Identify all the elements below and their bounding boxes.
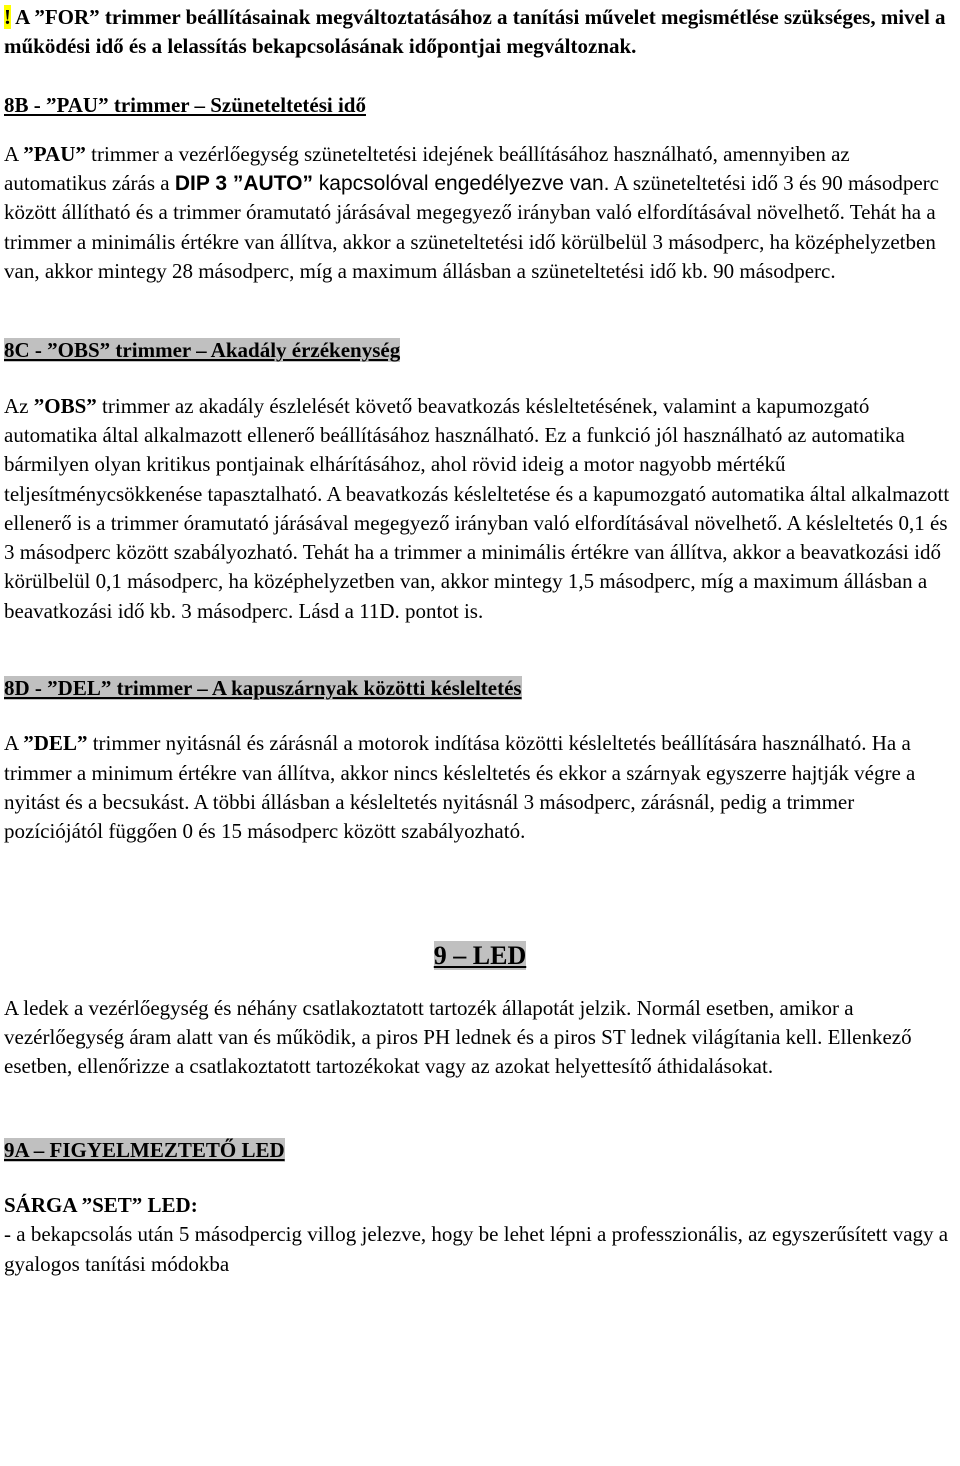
- section-8d-heading: 8D - ”DEL” trimmer – A kapuszárnyak közötti késleltetés: [4, 676, 522, 701]
- section-9-body: A ledek a vezérlőegység és néhány csatlakoztatott tartozék állapotát jelzik. Normál esetben, amikor a vezérlőegység áram alatt van és működik, a piros PH lednek és a piros ST lednek világítania kell. Ellenkező esetben, ellenőrizze a csatlakoztatott tartozékokat vagy az azokat helyettesítő áthidalásokat.: [4, 995, 912, 1079]
- bold-term: DIP 3 ”AUTO”: [174, 172, 313, 196]
- text-run: kapcsolóval engedélyezve van.: [312, 172, 610, 196]
- section-9a-subheading: SÁRGA ”SET” LED:: [4, 1193, 198, 1218]
- section-8d-heading-row: [4, 674, 956, 703]
- section-8d-body: [4, 729, 956, 846]
- text-run: trimmer az akadály észlelését követő beavatkozás késleltetésének, valamint a kapumozgató automatika által alkalmazott ellenerő beállításához használható. Ez a funkció jól használható az automatika bármilyen olyan kritikus pontjainak elhárításához, ahol rövid ideig a motor nagyobb mértékű teljesítménycsökkenése tapasztalható. A beavatkozás késleltetése és a kapumozgató automatika által alkalmazott ellenerő is a trimmer óramutató járásával megegyező irányban való elfordításával növelhető. A késleltetés 0,1 és 3 másodperc között szabályozható. Tehát ha a trimmer a minimális értékre van állítva, akkor a beavatkozási idő körülbelül 0,1 másodperc, ha középhelyzetben van, akkor mintegy 1,5 másodperc, míg a maximum állásban a beavatkozási idő kb. 3 másodperc. Lásd a 11D. pontot is.: [4, 393, 950, 623]
- text-run: A: [4, 141, 24, 166]
- text-run: trimmer a vezérlőegység szüneteltetési idejének beállításához használható, amennyiben az automatikus zárás a: [4, 141, 850, 196]
- section-9-heading: 9 – LED: [433, 940, 527, 970]
- text-run: Az: [4, 393, 34, 418]
- text-run: A szüneteltetési idő 3 és 90 másodperc között állítható és a trimmer óramutató járásával megegyező irányban való elfordításával növelhető. Tehát ha a trimmer a minimális értékre van állítva, akkor a szüneteltetési idő körülbelül 3 másodperc, ha középhelyzetben van, akkor mintegy 28 másodperc, míg a maximum állásban a szüneteltetési idő kb. 90 másodperc.: [4, 171, 939, 284]
- text-run: A: [4, 731, 24, 756]
- bold-term: ”PAU”: [23, 141, 86, 166]
- section-8c-body: [4, 392, 956, 626]
- bold-term: ”OBS”: [33, 393, 97, 418]
- section-9a-heading: 9A – FIGYELMEZTETŐ LED: [4, 1137, 285, 1162]
- section-8c-heading: 8C - ”OBS” trimmer – Akadály érzékenység: [4, 338, 401, 363]
- intro-paragraph: [4, 3, 956, 62]
- section-8c-heading-row: [4, 336, 956, 365]
- section-9a-body: - a bekapcsolás után 5 másodpercig villog jelezve, hogy be lehet lépni a professzionális, az egyszerűsített vagy a gyalogos tanítási módokba: [4, 1222, 949, 1276]
- section-8b-heading: 8B - ”PAU” trimmer – Szüneteltetési idő: [4, 92, 366, 117]
- section-9a-heading-row: [4, 1136, 956, 1165]
- intro-text: A ”FOR” trimmer beállításainak megváltoztatásához a tanítási művelet megismétlése szükséges, mivel a működési idő és a lelassítás bekapcsolásának időpontjai megváltoznak.: [4, 5, 946, 59]
- warning-mark: !: [4, 5, 11, 29]
- section-8b-heading-row: [4, 91, 956, 120]
- document-page: [4, 3, 956, 1279]
- section-9-heading-row: [4, 941, 956, 972]
- bold-term: ”DEL”: [23, 731, 88, 756]
- text-run: trimmer nyitásnál és zárásnál a motorok indítása közötti késleltetés beállítására használható. Ha a trimmer a minimum értékre van állítva, akkor nincs késleltetés és ekkor a szárnyak egyszerre hajtják végre a nyitást és a becsukást. A többi állásban a késleltetés nyitásnál 3 másodperc, zárásnál, pedig a trimmer pozíciójától függően 0 és 15 másodperc között szabályozható.: [4, 731, 916, 844]
- section-8b-body: [4, 140, 956, 286]
